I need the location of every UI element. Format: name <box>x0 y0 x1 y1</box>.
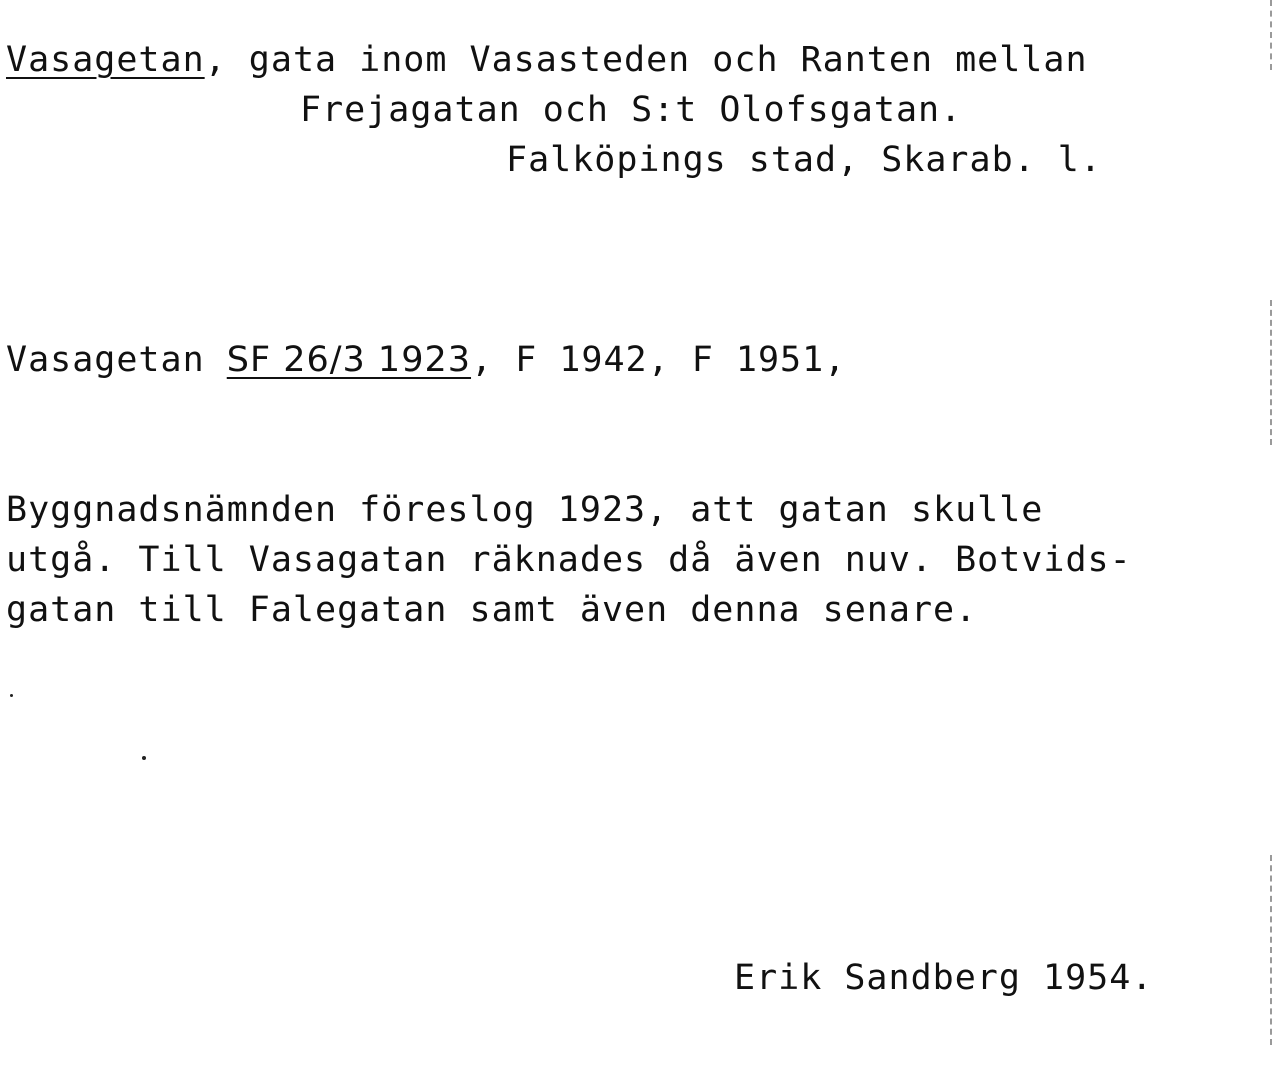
street-name: Vasagetan <box>6 40 205 80</box>
note-line-2: utgå. Till Vasagatan räknades då även nuv. Botvids- <box>6 540 1132 580</box>
card-edge-mark-middle <box>1270 300 1272 445</box>
sf-reference: SF 26/3 1923 <box>226 340 472 380</box>
sources-references: , F 1942, F 1951, <box>471 340 847 380</box>
note-line-3: gatan till Falegatan samt även denna senare. <box>6 590 978 630</box>
sources-line <box>6 340 846 380</box>
heading-line-1 <box>6 40 1088 80</box>
heading-line-2: Frejagatan och S:t Olofsgatan. <box>300 90 963 130</box>
card-edge-mark-bottom <box>1270 855 1272 1045</box>
paper-speck <box>142 756 146 760</box>
card-edge-mark-top <box>1270 0 1272 70</box>
sources-street-name: Vasagetan <box>6 340 205 380</box>
paper-speck <box>10 694 13 697</box>
note-line-1: Byggnadsnämnden föreslog 1923, att gatan skulle <box>6 490 1044 530</box>
heading-line-3: Falköpings stad, Skarab. l. <box>506 140 1102 180</box>
heading-description: , gata inom Vasasteden och Ranten mellan <box>204 40 1088 80</box>
signature: Erik Sandberg 1954. <box>734 958 1154 998</box>
